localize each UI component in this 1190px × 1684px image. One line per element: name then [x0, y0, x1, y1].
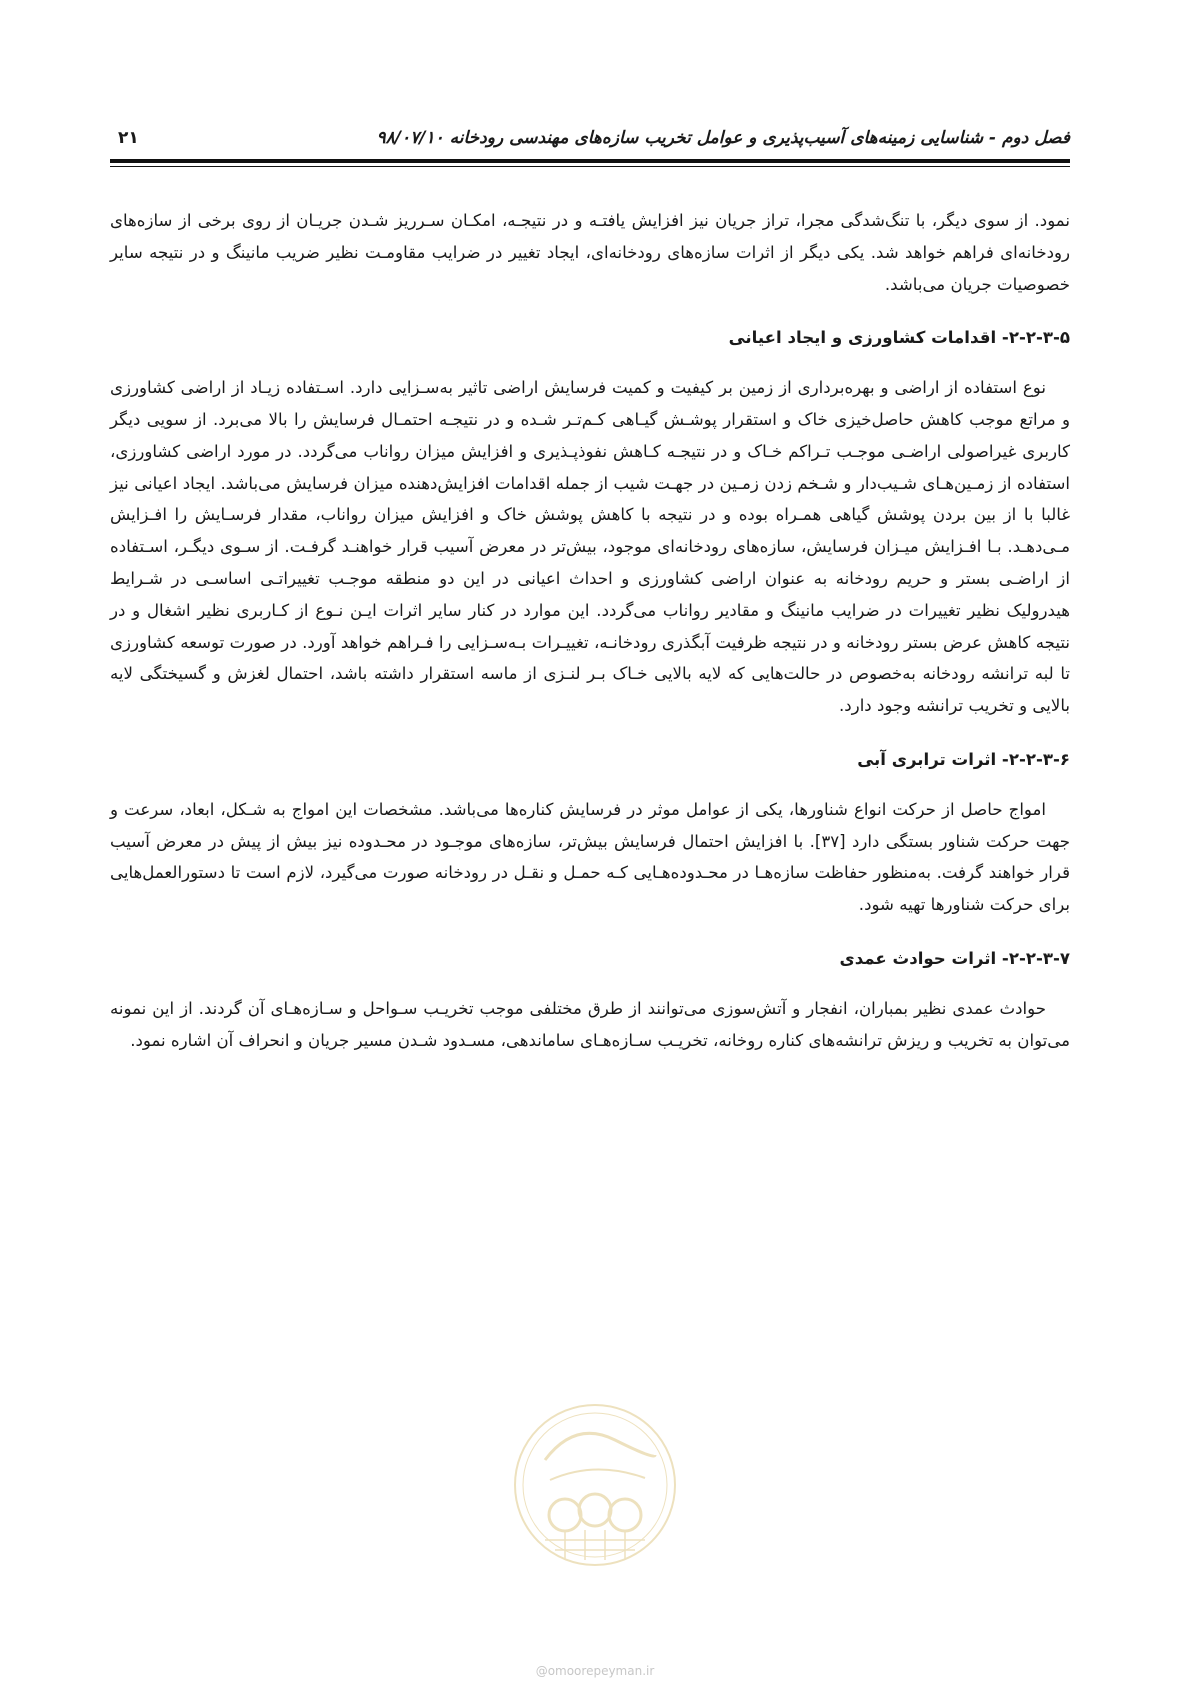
watermark-seal-icon [505, 1400, 685, 1570]
page-header [110, 120, 1070, 160]
running-header-title: فصل دوم - شناسایی زمینه‌های آسیب‌پذیری و عوامل تخریب سازه‌های مهندسی رودخانه ۹۸/۰۷/۱۰ [376, 128, 1070, 148]
header-rule-thin [110, 166, 1070, 167]
section-heading-7: ۲-۲-۳-۷- اثرات حوادث عمدی [839, 948, 1070, 968]
intro-paragraph: نمود. از سوی دیگر، با تنگ‌شدگی مجرا، تراز جریان نیز افزایش یافتـه و در نتیجـه، امکـان سـرریز شـدن جریـان از روی برخی از سازه‌های رودخانه‌ای فراهم خواهد شد. یکی دیگر از اثرات سازه‌های رودخانه‌ای، ایجاد تغییر در ضرایب مقاومـت نظیر ضریب مانینگ و در نتیجه سایر خصوصیات جریان می‌باشد. [110, 211, 1070, 294]
section-heading-5: ۲-۲-۳-۵- اقدامات کشاورزی و ایجاد اعیانی [728, 328, 1070, 348]
section-7-paragraph: حوادث عمدی نظیر بمباران، انفجار و آتش‌سوزی می‌توانند از طرق مختلفی موجب تخریـب سـواحل و سـازه‌هـای آن گردند. از این نمونه می‌توان به تخریب و ریزش ترانشه‌های کناره روخانه، تخریـب سـازه‌هـای ساماندهی، مسـدود شـدن مسیر جریان و انحراف آن اشاره نمود. [110, 998, 1070, 1050]
section-6-paragraph: امواج حاصل از حرکت انواع شناورها، یکی از عوامل موثر در فرسایش کناره‌ها می‌باشد. مشخصات این امواج به شـکل، ابعاد، سرعت و جهت حرکت شناور بستگی دارد [۳۷]. با افزایش احتمال فرسایش بیش‌تر، سازه‌های موجـود در محـدوده نیز بیش از پیش در معرض آسیب قرار خواهند گرفت. به‌منظور حفاظت سازه‌هـا در محـدوده‌هـایی کـه حمـل و نقـل در رودخانه صورت می‌گیرد، لازم است تا دستورالعمل‌هایی برای حرکت شناورها تهیه شود. [110, 799, 1070, 915]
page-number: ۲۱ [118, 128, 139, 148]
watermark-logo [505, 1400, 685, 1570]
header-rule-thick [110, 159, 1070, 163]
body-content [110, 205, 1070, 1056]
section-5-paragraph: نوع استفاده از اراضی و بهره‌برداری از زمین بر کیفیت و کمیت فرسایش اراضی تاثیر به‌سـزایی دارد. اسـتفاده زیـاد از اراضی کشاورزی و مراتع موجب کاهش حاصل‌خیزی خاک و استقرار پوشـش گیـاهی کـم‌تـر شـده و در نتیجـه احتمـال فرسایش را بالا می‌برد. از سویی دیگر کاربری غیراصولی اراضـی موجـب تـراکم خـاک و در نتیجـه کـاهش نفوذپـذیری و افزایش میزان رواناب می‌گردد. در مورد اراضی کشاورزی، استفاده از زمـین‌هـای شـیب‌دار و شـخم زدن زمـین در جهـت شیب از جمله اقدامات افزایش‌دهنده میزان فرسایش می‌باشد. ایجاد اعیانی نیز غالبا با از بین بردن پوشش گیاهی همـراه بوده و در نتیجه با کاهش پوشش خاک و افزایش میزان رواناب، مقدار فرسـایش را افـزایش مـی‌دهـد. بـا افـزایش میـزان فرسایش، سازه‌های رودخانه‌ای موجود، بیش‌تر در معرض آسیب قرار خواهنـد گرفـت. از سـوی دیگـر، اسـتفاده از اراضـی بستر و حریم رودخانه به عنوان اراضی کشاورزی و احداث اعیانی در این دو منطقه موجـب تغییراتـی اساسـی در شـرایط هیدرولیک نظیر تغییرات در ضرایب مانینگ و مقادیر رواناب می‌گردد. این موارد در کنار سایر اثرات ایـن نـوع از کـاربری نظیر اشغال و در نتیجه کاهش عرض بستر رودخانه و در نتیجه ظرفیت آبگذری رودخانـه، تغییـرات بـه‌سـزایی را فـراهم خواهد آورد. در صورت توسعه کشاورزی تا لبه ترانشه رودخانه به‌خصوص در حالت‌هایی که لایه بالایی خـاک بـر لنـزی از ماسه استقرار داشته باشد، احتمال لغزش و گسیختگی لایه بالایی و تخریب ترانشه وجود دارد. [110, 378, 1070, 716]
watermark-url: @omoorepeyman.ir [535, 1664, 655, 1678]
section-heading-6: ۲-۲-۳-۶- اثرات ترابری آبی [857, 749, 1070, 769]
